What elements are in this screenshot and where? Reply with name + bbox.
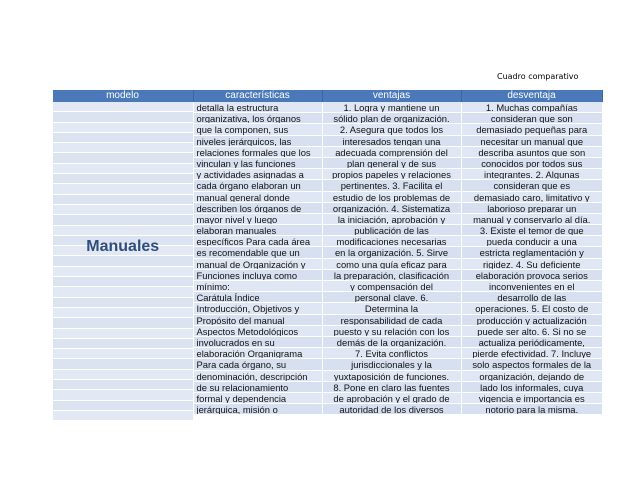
stripe xyxy=(53,267,193,277)
text-line: Propósito del manual xyxy=(194,315,322,326)
desventajas-text xyxy=(462,102,603,415)
stripe xyxy=(53,339,193,349)
text-line: 1. Logra y mantiene un xyxy=(323,102,461,113)
text-line: organización, dejando de xyxy=(462,371,603,382)
text-line: actualiza periódicamente, xyxy=(462,337,603,348)
text-line: vinculan y las funciones xyxy=(194,158,322,169)
stripe xyxy=(53,359,193,369)
stripe xyxy=(53,164,193,174)
text-line: formal y dependencia xyxy=(194,393,322,404)
text-line: adecuada comprensión del xyxy=(323,147,461,158)
text-line: mínimo: xyxy=(194,281,322,292)
stripe xyxy=(53,133,193,143)
text-line: consideran que es xyxy=(462,180,603,191)
text-line: organización. 4. Sistematiza xyxy=(323,203,461,214)
text-line: operaciones. 5. El costo de xyxy=(462,303,603,314)
stripe xyxy=(53,184,193,194)
text-line: 2. Asegura que todos los xyxy=(323,124,461,135)
model-cell xyxy=(53,102,194,415)
stripe xyxy=(53,112,193,122)
text-line: notorio para la misma. xyxy=(462,404,603,415)
text-line: de aprobación y el grado de xyxy=(323,393,461,404)
text-line: 7. Evita conflictos xyxy=(323,348,461,359)
text-line: modificaciones necesarias xyxy=(323,236,461,247)
text-line: la iniciación, aprobación y xyxy=(323,214,461,225)
text-line: pueda conducir a una xyxy=(462,236,603,247)
text-line: es recomendable que un xyxy=(194,247,322,258)
header-caracteristicas: características xyxy=(193,90,322,102)
text-line: específicos Para cada área xyxy=(194,236,322,247)
ventajas-cell xyxy=(322,102,461,415)
text-line: pertinentes. 3. Facilita el xyxy=(323,180,461,191)
text-line: cada órgano elaboran un xyxy=(194,180,322,191)
text-line: publicación de las xyxy=(323,225,461,236)
text-line: niveles jerárquicos, las xyxy=(194,136,322,147)
text-line: detalla la estructura xyxy=(194,102,322,113)
stripe xyxy=(53,380,193,390)
stripe xyxy=(53,123,193,133)
model-cell-background xyxy=(53,102,193,415)
text-line: estudio de los problemas de xyxy=(323,192,461,203)
table-row xyxy=(53,102,603,415)
text-line: demás de la organización. xyxy=(323,337,461,348)
text-line: 8. Pone en claro las fuentes xyxy=(323,382,461,393)
text-line: Aspectos Metodológicos xyxy=(194,326,322,337)
text-line: plan general y de sus xyxy=(323,158,461,169)
text-line: elaboran manuales xyxy=(194,225,322,236)
text-line: en la organización. 5. Sirve xyxy=(323,247,461,258)
text-line: vigencia e importancia es xyxy=(462,393,603,404)
header-ventajas: ventajas xyxy=(322,90,461,102)
header-row xyxy=(53,90,603,102)
text-line: involucrados en su xyxy=(194,337,322,348)
text-line: y actividades asignadas a xyxy=(194,169,322,180)
stripe xyxy=(53,277,193,287)
text-line: de su relacionamiento xyxy=(194,382,322,393)
text-line: jurisdiccionales y la xyxy=(323,359,461,370)
text-line: autoridad de los diversos xyxy=(323,404,461,415)
text-line: necesitar un manual que xyxy=(462,136,603,147)
stripe xyxy=(53,349,193,359)
stripe xyxy=(53,318,193,328)
text-line: lado los informales, cuya xyxy=(462,382,603,393)
text-line: integrantes. 2. Algunas xyxy=(462,169,603,180)
stripe xyxy=(53,329,193,339)
text-line: yuxtaposición de funciones. xyxy=(323,371,461,382)
text-line: elaboración provoca serios xyxy=(462,270,603,281)
model-label: Manuales xyxy=(86,238,160,255)
stripe xyxy=(53,298,193,308)
text-line: Funciones incluya como xyxy=(194,270,322,281)
stripe xyxy=(53,153,193,163)
text-line: desarrollo de las xyxy=(462,292,603,303)
stripe xyxy=(53,370,193,380)
stripe xyxy=(53,174,193,184)
text-line: organizativa, los órganos xyxy=(194,113,322,124)
caracteristicas-text xyxy=(194,102,322,415)
text-line: elaboración Organigrama xyxy=(194,348,322,359)
header-desventaja: desventaja xyxy=(461,90,602,102)
text-line: Carátula Índice xyxy=(194,292,322,303)
text-line: interesados tengan una xyxy=(323,136,461,147)
text-line: responsabilidad de cada xyxy=(323,315,461,326)
caracteristicas-cell xyxy=(193,102,322,415)
text-line: relaciones formales que los xyxy=(194,147,322,158)
text-line: conocidos por todos sus xyxy=(462,158,603,169)
stripe xyxy=(53,215,193,225)
text-line: 1. Muchas compañías xyxy=(462,102,603,113)
text-line: demasiado pequeñas para xyxy=(462,124,603,135)
stripe xyxy=(53,401,193,411)
stripe xyxy=(53,308,193,318)
text-line: inconvenientes en el xyxy=(462,281,603,292)
text-line: como una guía eficaz para xyxy=(323,259,461,270)
stripe xyxy=(53,143,193,153)
desventajas-cell xyxy=(461,102,602,415)
text-line: la preparación, clasificación xyxy=(323,270,461,281)
text-line: sólido plan de organización. xyxy=(323,113,461,124)
text-line: puesto y su relación con los xyxy=(323,326,461,337)
document-caption: Cuadro comparativo xyxy=(497,72,579,81)
text-line: Determina la xyxy=(323,303,461,314)
ventajas-text xyxy=(323,102,461,415)
text-line: laborioso preparar un xyxy=(462,203,603,214)
stripe xyxy=(53,195,193,205)
comparison-table xyxy=(52,90,603,415)
text-line: denominación, descripción xyxy=(194,371,322,382)
text-line: producción y actualización xyxy=(462,315,603,326)
text-line: pierde efectividad. 7. Incluye xyxy=(462,348,603,359)
text-line: rigidez. 4. Su deficiente xyxy=(462,259,603,270)
text-line: jerárquica, misión o xyxy=(194,404,322,415)
text-line: que la componen, sus xyxy=(194,124,322,135)
text-line: y compensación del xyxy=(323,281,461,292)
text-line: mayor nivel y luego xyxy=(194,214,322,225)
text-line: describa asuntos que son xyxy=(462,147,603,158)
stripe xyxy=(53,205,193,215)
text-line: consideran que son xyxy=(462,113,603,124)
stripe xyxy=(53,256,193,266)
stripe xyxy=(53,390,193,400)
stripe xyxy=(53,411,193,421)
text-line: demasiado caro, limitativo y xyxy=(462,192,603,203)
text-line: Para cada órgano, su xyxy=(194,359,322,370)
text-line: manual y conservarlo al día. xyxy=(462,214,603,225)
stripe xyxy=(53,102,193,112)
text-line: solo aspectos formales de la xyxy=(462,359,603,370)
text-line: estricta reglamentación y xyxy=(462,247,603,258)
stripe xyxy=(53,287,193,297)
text-line: manual general donde xyxy=(194,192,322,203)
text-line: 3. Existe el temor de que xyxy=(462,225,603,236)
text-line: propios papeles y relaciones xyxy=(323,169,461,180)
text-line: manual de Organización y xyxy=(194,259,322,270)
text-line: puede ser alto. 6. Si no se xyxy=(462,326,603,337)
stripe xyxy=(53,226,193,236)
header-modelo: modelo xyxy=(53,90,194,102)
text-line: describen los órganos de xyxy=(194,203,322,214)
text-line: Introducción, Objetivos y xyxy=(194,303,322,314)
text-line: personal clave. 6. xyxy=(323,292,461,303)
